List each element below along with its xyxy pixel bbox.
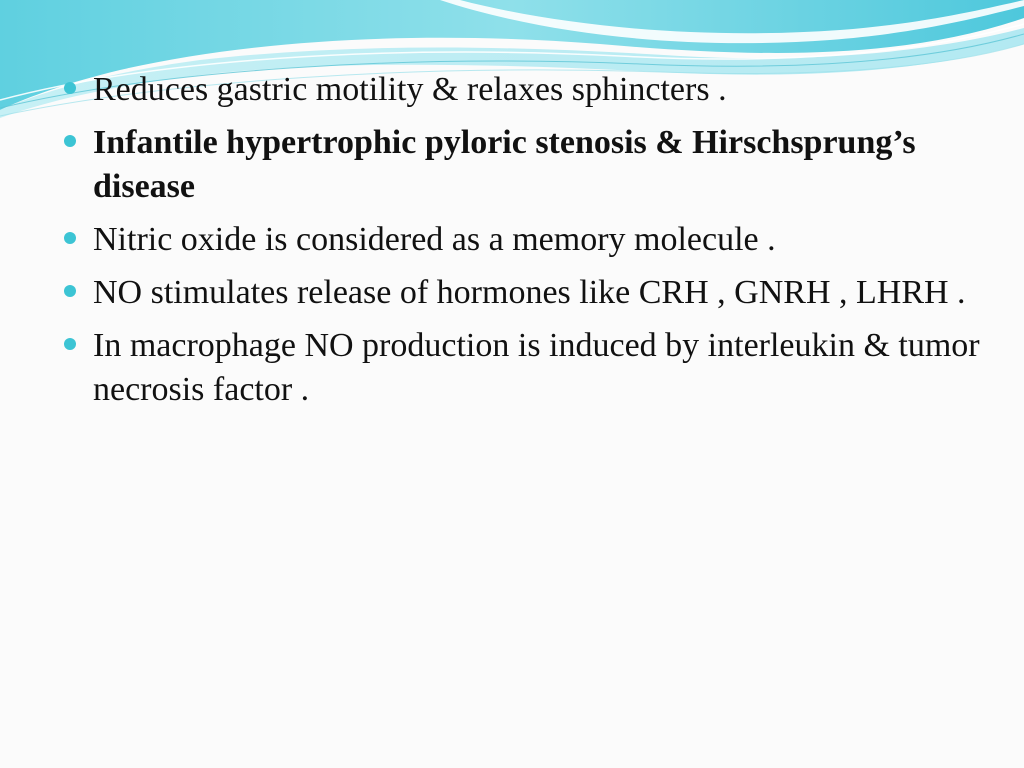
bullet-text: In macrophage NO production is induced by interleukin & tumor necrosis factor .	[93, 327, 980, 408]
bullet-item-macrophage	[62, 324, 982, 412]
bullet-text: Infantile hypertrophic pyloric stenosis & Hirschsprung’s disease	[93, 124, 916, 205]
bullet-text: Reduces gastric motility & relaxes sphincters .	[93, 71, 727, 108]
bullet-item-memory-molecule	[62, 218, 982, 262]
bullet-item-gastric-motility	[62, 68, 982, 112]
bullet-text: NO stimulates release of hormones like CRH , GNRH , LHRH .	[93, 274, 966, 311]
bullet-dot-icon	[64, 338, 76, 350]
bullet-dot-icon	[64, 232, 76, 244]
bullet-dot-icon	[64, 135, 76, 147]
bullet-item-pyloric-stenosis	[62, 121, 982, 209]
bullet-text: Nitric oxide is considered as a memory molecule .	[93, 221, 776, 258]
bullet-dot-icon	[64, 285, 76, 297]
bullet-dot-icon	[64, 82, 76, 94]
bullet-list	[62, 68, 982, 421]
bullet-item-hormones	[62, 271, 982, 315]
